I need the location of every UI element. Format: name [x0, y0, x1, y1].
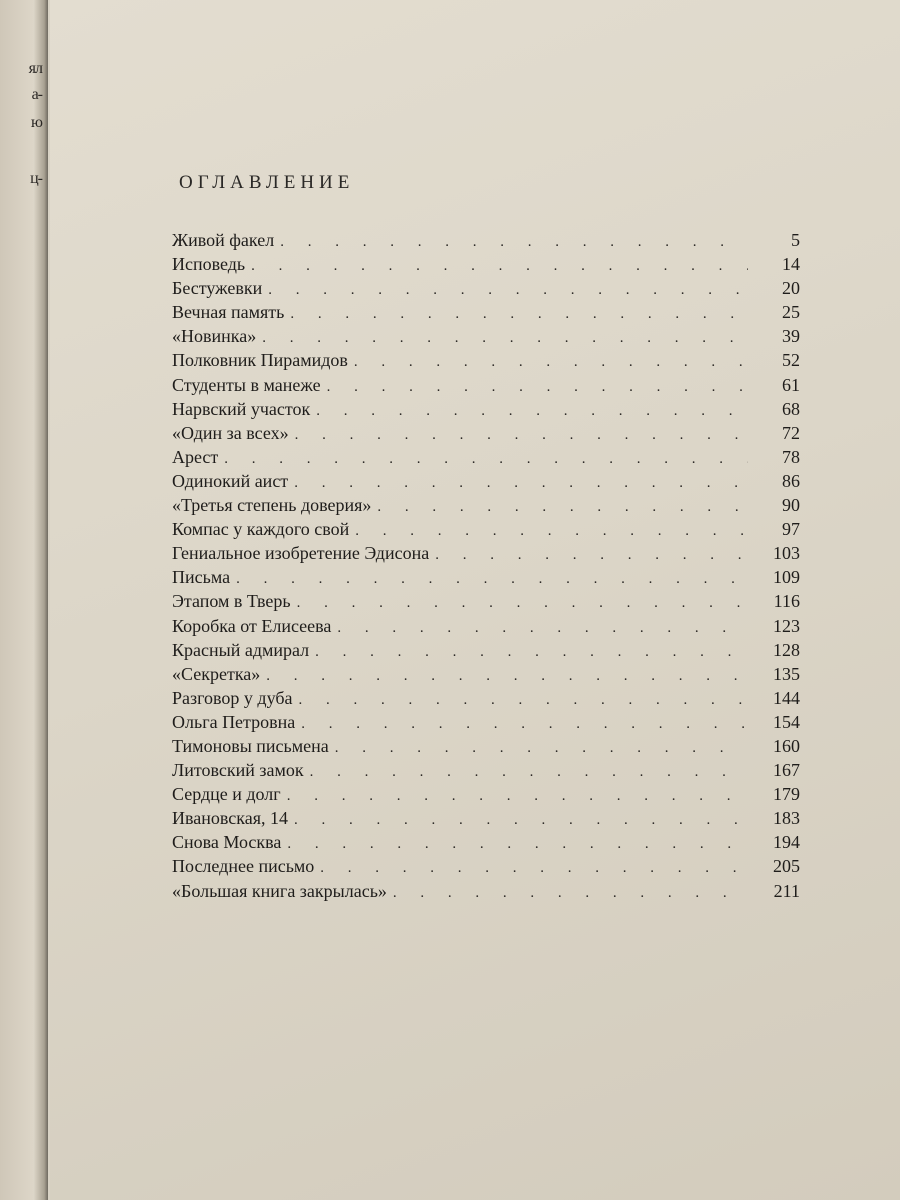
toc-entry-page-number: 20: [782, 278, 800, 299]
toc-entry: [172, 278, 800, 302]
toc-entry-title: Письма: [172, 567, 231, 588]
dot-leader: [295, 716, 748, 733]
toc-entry-title: Сердце и долг: [172, 784, 281, 805]
toc-entry-page-number: 160: [773, 735, 800, 756]
toc-entry-title: Бестужевки: [172, 278, 263, 299]
toc-entry-title: Тимоновы письмена: [172, 735, 329, 756]
dot-leader: [429, 547, 748, 564]
toc-entry-page-number: 205: [773, 856, 800, 877]
toc-entry-title: Полковник Пирамидов: [172, 350, 348, 371]
dot-leader: [281, 836, 748, 853]
dot-leader: [314, 860, 748, 877]
dot-leader: [281, 788, 748, 805]
toc-entry: [172, 423, 800, 447]
toc-entry-page-number: 14: [782, 254, 800, 275]
toc-entry-page-number: 144: [773, 687, 800, 708]
toc-entry-page-number: 183: [773, 808, 800, 829]
toc-entry-page-number: 52: [782, 350, 800, 371]
dot-leader: [288, 812, 748, 829]
toc-entry-title: Одинокий аист: [172, 470, 289, 491]
toc-entry-page-number: 90: [782, 495, 800, 516]
dot-leader: [348, 354, 748, 371]
left-page-fragment: ц-: [30, 170, 42, 187]
toc-entry: [172, 688, 800, 712]
toc-entry-title: «Третья степень доверия»: [172, 495, 372, 516]
toc-entry-title: Живой факел: [172, 230, 275, 250]
toc-entry: [172, 640, 800, 664]
toc-entry: [172, 784, 800, 808]
toc-entry-title: Ивановская, 14: [172, 808, 289, 829]
toc-entry-title: Снова Москва: [172, 832, 282, 853]
toc-entry: [172, 808, 800, 832]
toc-entry-title: Коробка от Елисеева: [172, 615, 332, 636]
dot-leader: [260, 668, 748, 685]
toc-entry-page-number: 179: [773, 784, 800, 805]
toc-entry: [172, 736, 800, 760]
dot-leader: [293, 692, 749, 709]
dot-leader: [289, 427, 748, 444]
book-page: [50, 0, 900, 1200]
dot-leader: [321, 379, 748, 396]
toc-entry: [172, 881, 800, 905]
toc-entry-page-number: 68: [782, 398, 800, 419]
toc-entry-page-number: 78: [782, 446, 800, 467]
toc-entry-page-number: 5: [791, 230, 800, 250]
toc-entry-page-number: 61: [782, 374, 800, 395]
toc-entry-page-number: 167: [773, 760, 800, 781]
toc-entry: [172, 591, 800, 615]
toc-entry: [172, 616, 800, 640]
dot-leader: [256, 330, 748, 347]
toc-entry: [172, 567, 800, 591]
left-page-fragment: а-: [31, 86, 42, 103]
table-of-contents: [172, 230, 800, 905]
left-page-fragment: ял: [28, 60, 42, 77]
dot-leader: [329, 740, 748, 757]
toc-entry-page-number: 211: [773, 880, 800, 901]
toc-entry-title: Компас у каждого свой: [172, 519, 350, 540]
toc-entry: [172, 326, 800, 350]
toc-entry: [172, 471, 800, 495]
toc-entry-title: Арест: [172, 446, 219, 467]
dot-leader: [262, 282, 748, 299]
dot-leader: [310, 403, 748, 420]
toc-entry-title: «Один за всех»: [172, 422, 289, 443]
toc-entry: [172, 519, 800, 543]
toc-entry-page-number: 39: [782, 326, 800, 347]
toc-entry-title: Нарвский участок: [172, 398, 311, 419]
dot-leader: [387, 885, 748, 902]
dot-leader: [371, 499, 748, 516]
toc-entry-page-number: 97: [782, 519, 800, 540]
toc-entry: [172, 760, 800, 784]
toc-entry-title: Красный адмирал: [172, 639, 310, 660]
toc-entry-title: «Секретка»: [172, 663, 261, 684]
toc-entry: [172, 375, 800, 399]
toc-entry: [172, 302, 800, 326]
toc-entry-title: «Большая книга закрылась»: [172, 880, 387, 901]
toc-entry: [172, 832, 800, 856]
toc-entry: [172, 399, 800, 423]
toc-entry-title: Вечная память: [172, 302, 285, 323]
toc-entry-page-number: 135: [773, 663, 800, 684]
dot-leader: [309, 644, 748, 661]
dot-leader: [291, 595, 748, 612]
left-page-fragment: ю: [31, 114, 42, 131]
toc-entry-title: Литовский замок: [172, 760, 304, 781]
toc-entry-page-number: 116: [773, 591, 800, 612]
toc-entry: [172, 664, 800, 688]
toc-entry-page-number: 103: [773, 543, 800, 564]
toc-entry-title: Ольга Петровна: [172, 711, 296, 732]
toc-entry: [172, 712, 800, 736]
toc-entry-title: Последнее письмо: [172, 856, 315, 877]
toc-entry-page-number: 72: [782, 422, 800, 443]
toc-entry: [172, 495, 800, 519]
dot-leader: [230, 571, 748, 588]
dot-leader: [218, 451, 748, 468]
toc-entry-page-number: 25: [782, 302, 800, 323]
toc-entry-title: Исповедь: [172, 254, 246, 275]
toc-entry: [172, 350, 800, 374]
toc-entry-page-number: 109: [773, 567, 800, 588]
toc-entry-page-number: 194: [773, 832, 800, 853]
toc-entry-title: Гениальное изобретение Эдисона: [172, 543, 430, 564]
dot-leader: [284, 306, 748, 323]
dot-leader: [245, 258, 748, 275]
dot-leader: [288, 475, 748, 492]
toc-entry-title: «Новинка»: [172, 326, 257, 347]
toc-entry: [172, 254, 800, 278]
toc-entry-title: Студенты в манеже: [172, 374, 321, 395]
toc-entry: [172, 543, 800, 567]
previous-page-edge: [0, 0, 48, 1200]
dot-leader: [349, 523, 748, 540]
toc-entry-title: Этапом в Тверь: [172, 591, 291, 612]
dot-leader: [331, 620, 748, 637]
toc-entry: [172, 856, 800, 880]
toc-entry: [172, 447, 800, 471]
toc-entry-title: Разговор у дуба: [172, 687, 293, 708]
toc-entry: [172, 230, 800, 254]
toc-entry-page-number: 128: [773, 639, 800, 660]
toc-entry-page-number: 86: [782, 470, 800, 491]
dot-leader: [274, 234, 748, 251]
toc-entry-page-number: 154: [773, 711, 800, 732]
toc-heading: ОГЛАВЛЕНИЕ: [179, 172, 355, 193]
dot-leader: [304, 764, 748, 781]
toc-entry-page-number: 123: [773, 615, 800, 636]
